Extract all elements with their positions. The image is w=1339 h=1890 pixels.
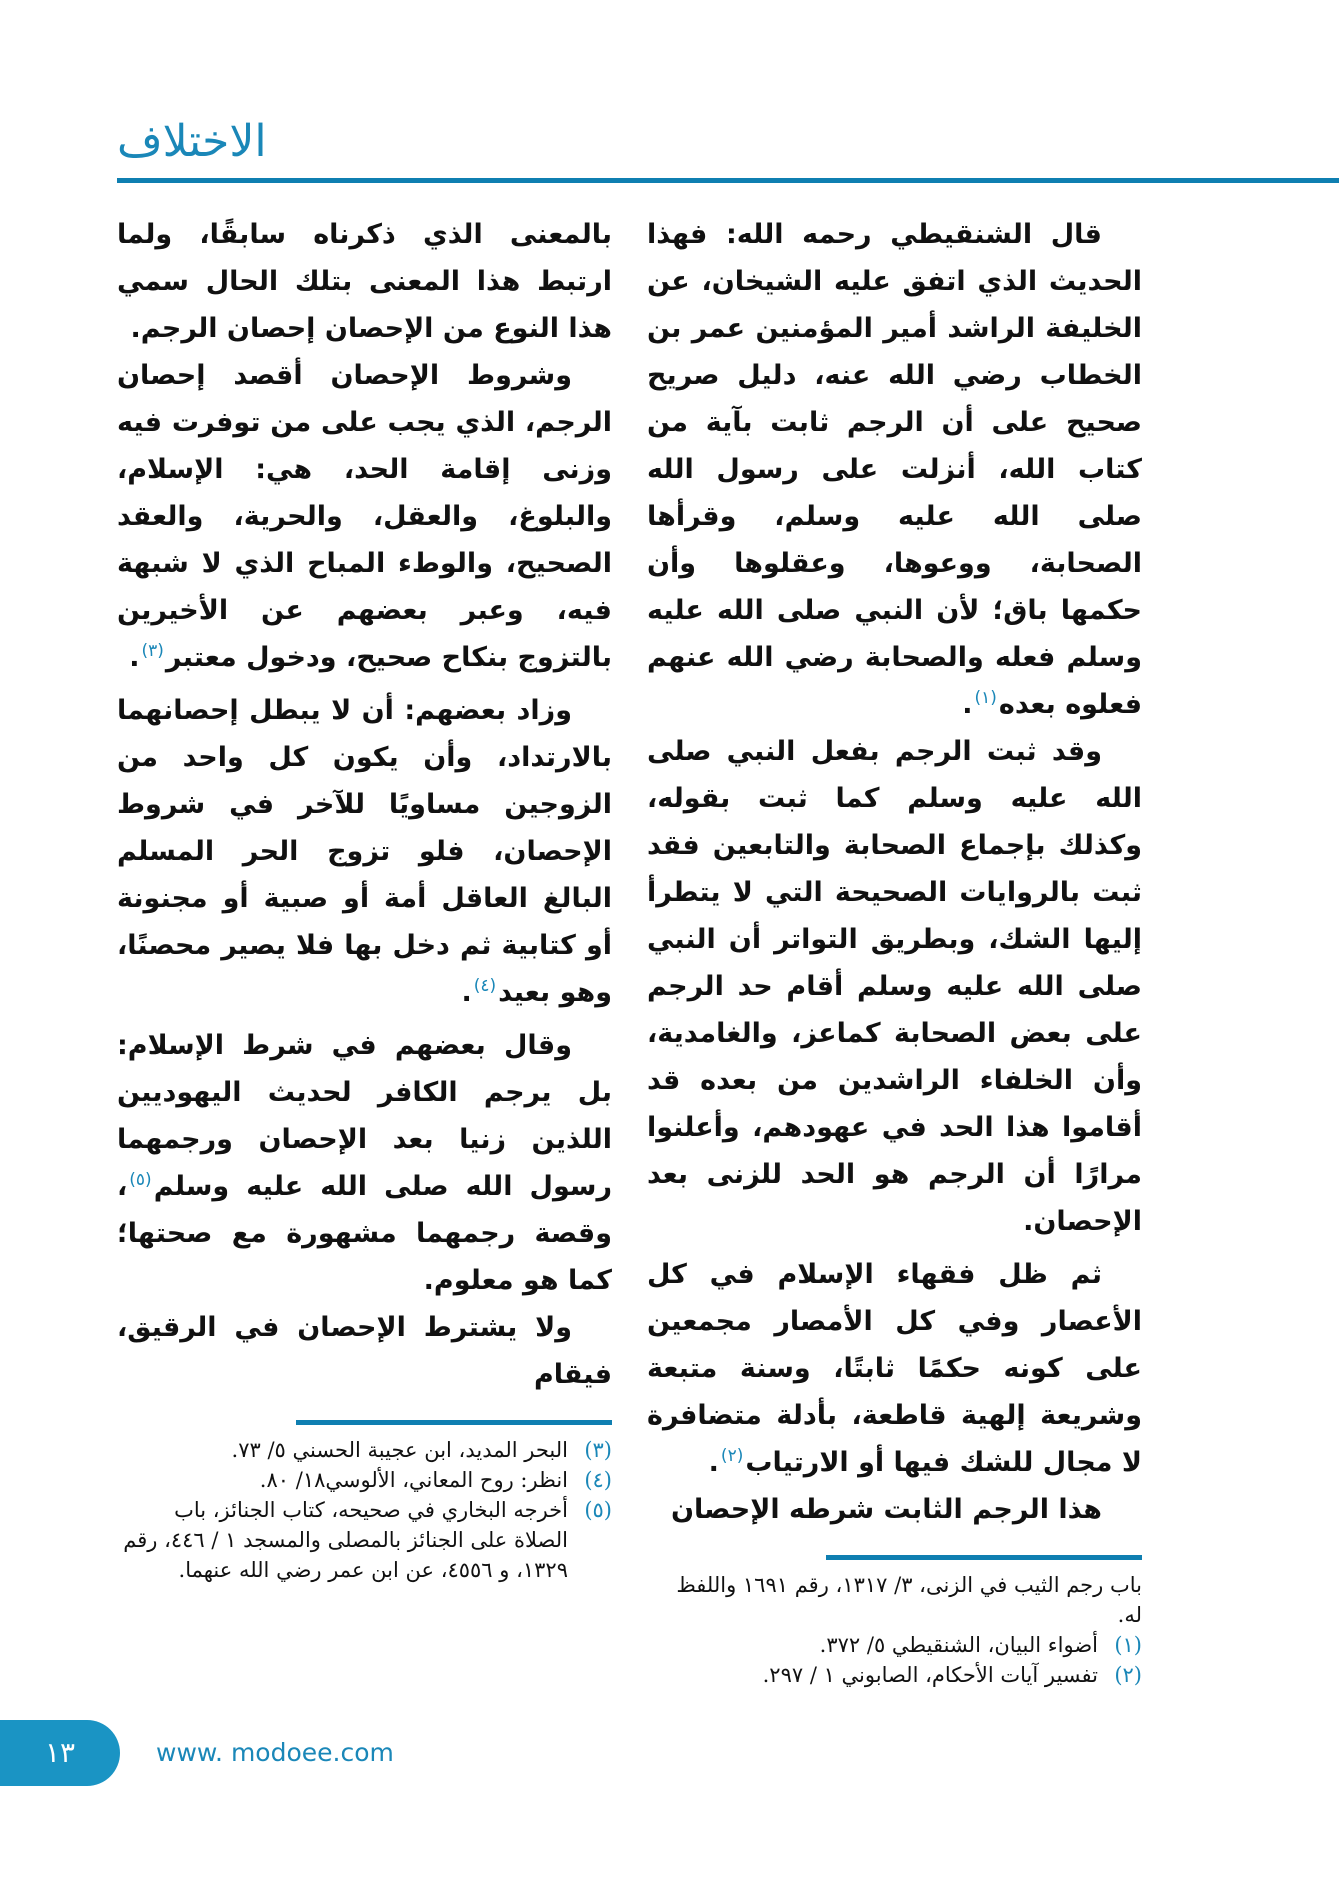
footnote-text: أضواء البيان، الشنقيطي ٥/ ٣٧٢. [819, 1633, 1098, 1657]
footnote-number[interactable]: (٤) [584, 1468, 612, 1492]
footnotes-left [117, 1435, 612, 1585]
footnote-ref[interactable]: (٤) [473, 976, 497, 996]
paragraph-tail: . [962, 689, 973, 720]
footnote-text: باب رجم الثيب في الزنى، ٣/ ١٣١٧، رقم ١٦٩١ واللفظ له. [676, 1573, 1142, 1627]
paragraph-tail: . [708, 1447, 719, 1478]
page-header [117, 0, 1339, 183]
paragraph-text: ولا يشترط الإحصان في الرقيق، فيقام [117, 1312, 612, 1390]
footnote-number[interactable]: (١) [1114, 1633, 1142, 1657]
footnote-separator-right [826, 1555, 1142, 1560]
paragraph-tail: . [129, 642, 140, 673]
footnote [117, 1495, 612, 1585]
chapter-title: الاختلاف [117, 116, 267, 167]
paragraph [647, 1486, 1142, 1533]
paragraph [117, 1304, 612, 1398]
page-footer [0, 1720, 1339, 1786]
paragraph-text: وزاد بعضهم: أن لا يبطل إحصانهما بالارتداد، وأن يكون كل واحد من الزوجين مساويًا للآخر في شروط الإحصان، فلو تزوج الحر المسلم البالغ العاقل أمة أو صبية أو مجنونة أو كتابية ثم دخل بها فلا يصير محصنًا، وهو بعيد [117, 695, 612, 1008]
footnote-ref[interactable]: (٢) [720, 1446, 744, 1466]
footnote-text: انظر: روح المعاني، الألوسي١٨/ ٨٠. [259, 1468, 568, 1492]
footnote-text: تفسير آيات الأحكام، الصابوني ١ / ٢٩٧. [762, 1663, 1098, 1687]
footnote-ref[interactable]: (١) [974, 688, 997, 708]
footnote-number[interactable]: (٥) [584, 1498, 612, 1522]
paragraph [647, 1251, 1142, 1486]
paragraph-text: وقال بعضهم في شرط الإسلام: بل يرجم الكافر لحديث اليهوديين اللذين زنيا بعد الإحصان ورجمهما رسول الله صلى الله عليه وسلم [117, 1030, 612, 1202]
website-link[interactable]: www. modoee.com [156, 1738, 394, 1767]
footnotes-right [647, 1570, 1142, 1690]
paragraph-text: وشروط الإحصان أقصد إحصان الرجم، الذي يجب على من توفرت فيه وزنى إقامة الحد، هي: الإسلام، والبلوغ، والعقل، والحرية، والعقد الصحيح، والوطء المباح الذي لا شبهة فيه، وعبر بعضهم عن الأخيرين بالتزوج بنكاح صحيح، ودخول معتبر [117, 360, 612, 673]
footnote-number[interactable]: (٣) [584, 1438, 612, 1462]
footnote-text: البحر المديد، ابن عجيبة الحسني ٥/ ٧٣. [231, 1438, 568, 1462]
paragraph [117, 211, 612, 352]
footnote [647, 1660, 1142, 1690]
footnote-ref[interactable]: (٣) [141, 641, 164, 661]
body-columns [117, 211, 1142, 1690]
footnote [117, 1435, 612, 1465]
footnote-text: أخرجه البخاري في صحيحه، كتاب الجنائز، باب الصلاة على الجنائز بالمصلى والمسجد ١ / ٤٤٦، رقم ١٣٢٩، و ٤٥٥٦، عن ابن عمر رضي الله عنهما. [123, 1498, 568, 1582]
paragraph-tail: . [461, 977, 472, 1008]
footnote [117, 1465, 612, 1495]
paragraph-tail: ، وقصة رجمهما مشهورة مع صحتها؛ كما هو معلوم. [117, 1171, 612, 1296]
paragraph [647, 728, 1142, 1245]
paragraph [117, 687, 612, 1016]
left-column-stack [117, 211, 612, 1585]
paragraph-text: قال الشنقيطي رحمه الله: فهذا الحديث الذي اتفق عليه الشيخان، عن الخليفة الراشد أمير المؤمنين عمر بن الخطاب رضي الله عنه، دليل صريح صحيح على أن الرجم ثابت بآية من كتاب الله، أنزلت على رسول الله صلى الله عليه وسلم، وقرأها الصحابة، ووعوها، وعقلوها وأن حكمها باق؛ لأن النبي صلى الله عليه وسلم فعله والصحابة رضي الله عنهم فعلوه بعده [647, 219, 1142, 720]
footnote-continuation [647, 1570, 1142, 1630]
footnote [647, 1630, 1142, 1660]
right-column [647, 211, 1142, 1533]
paragraph-text: هذا الرجم الثابت شرطه الإحصان [670, 1494, 1102, 1525]
paragraph-text: بالمعنى الذي ذكرناه سابقًا، ولما ارتبط هذا المعنى بتلك الحال سمي هذا النوع من الإحصان إحصان الرجم. [117, 219, 612, 344]
footnote-separator-left [296, 1420, 612, 1425]
footnote-number[interactable]: (٢) [1114, 1663, 1142, 1687]
footnote-ref[interactable]: (٥) [129, 1170, 152, 1190]
paragraph-text: وقد ثبت الرجم بفعل النبي صلى الله عليه وسلم كما ثبت بقوله، وكذلك بإجماع الصحابة والتابعين فقد ثبت بالروايات الصحيحة التي لا يتطرأ إليها الشك، وبطريق التواتر أن النبي صلى الله عليه وسلم أقام حد الرجم على بعض الصحابة كماعز، والغامدية، وأن الخلفاء الراشدين من بعده قد أقاموا هذا الحد في عهودهم، وأعلنوا مرارًا أن الرجم هو الحد للزنى بعد الإحصان. [647, 736, 1142, 1237]
paragraph [647, 211, 1142, 728]
left-column [117, 211, 612, 1398]
paragraph [117, 1022, 612, 1304]
header-rule [117, 178, 1339, 183]
right-column-stack [647, 211, 1142, 1690]
paragraph-text: ثم ظل فقهاء الإسلام في كل الأعصار وفي كل الأمصار مجمعين على كونه حكمًا ثابتًا، وسنة متبعة وشريعة إلهية قاطعة، بأدلة متضافرة لا مجال للشك فيها أو الارتياب [647, 1259, 1142, 1478]
page-number-badge: ١٣ [0, 1720, 120, 1786]
paragraph [117, 352, 612, 681]
